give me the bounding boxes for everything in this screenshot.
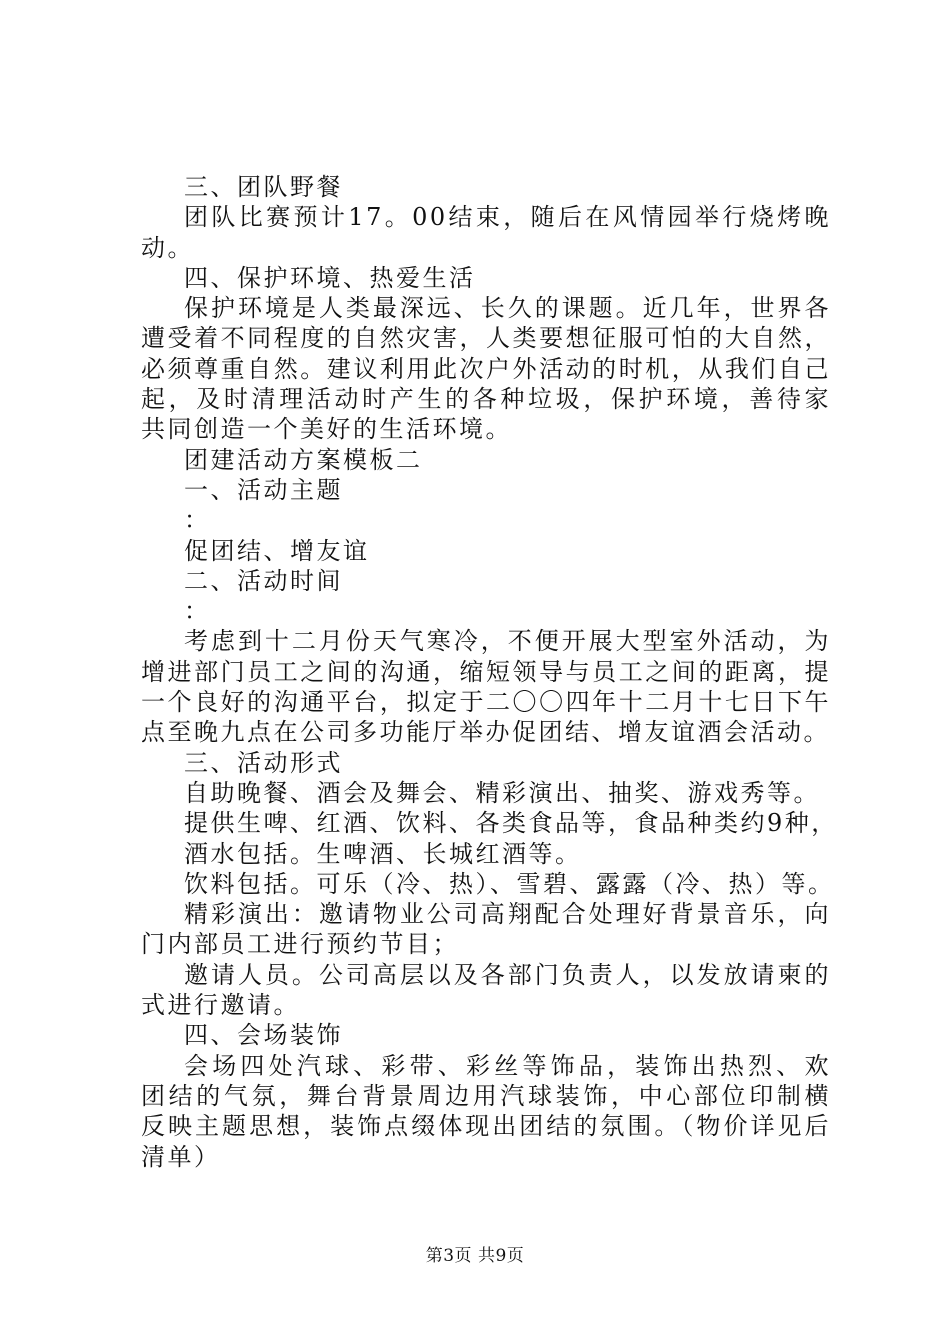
paragraph-line: 点至晚九点在公司多功能厅举办促团结、增友谊酒会活动。 (141, 718, 830, 747)
paragraph-line: 动。 (141, 233, 194, 262)
paragraph-line: 保护环境是人类最深远、长久的课题。近几年，世界各 (184, 294, 831, 323)
paragraph-line: 式进行邀请。 (141, 991, 300, 1020)
paragraph-line: 团结的气氛，舞台背景周边用汽球装饰，中心部位印制横 (141, 1081, 831, 1110)
section-heading-protect-environment: 四、保护环境、热爱生活 (184, 263, 476, 292)
paragraph-line: 一个良好的沟通平台，拟定于二〇〇四年十二月十七日下午 (141, 688, 831, 717)
paragraph-line: 清单） (141, 1142, 221, 1171)
section-heading-activity-time: 二、活动时间 (184, 566, 343, 595)
document-body (141, 172, 838, 1172)
paragraph-line: 反映主题思想，装饰点缀体现出团结的氛围。（物价详见后 (141, 1112, 831, 1141)
section-heading-activity-format: 三、活动形式 (184, 748, 343, 777)
paragraph-line: 增进部门员工之间的沟通，缩短领导与员工之间的距离，提 (141, 657, 831, 686)
page-number-footer: 第3页 共9页 (425, 1246, 525, 1266)
section-heading-venue-decoration: 四、会场装饰 (184, 1021, 343, 1050)
paragraph-line: 邀请人员。公司高层以及各部门负责人，以发放请柬的 (184, 960, 831, 989)
paragraph-line: 门内部员工进行预约节目； (141, 930, 459, 959)
paragraph-line: 酒水包括。生啤酒、长城红酒等。 (184, 839, 582, 868)
section-heading-team-picnic: 三、团队野餐 (184, 173, 343, 201)
template-title: 团建活动方案模板二 (184, 445, 423, 474)
paragraph-line: 提供生啤、红酒、饮料、各类食品等，食品种类约9种， (184, 809, 838, 838)
paragraph-line: 团队比赛预计17。00结束，随后在风情园举行烧烤晚 (184, 203, 831, 232)
paragraph-line: 精彩演出：邀请物业公司高翔配合处理好背景音乐，向 (184, 900, 831, 929)
section-heading-activity-theme: 一、活动主题 (184, 475, 343, 504)
colon-line: ： (184, 597, 211, 626)
paragraph-line: 考虑到十二月份天气寒冷，不便开展大型室外活动，为 (184, 627, 831, 656)
paragraph-line: 自助晚餐、酒会及舞会、精彩演出、抽奖、游戏秀等。 (184, 778, 820, 807)
paragraph-line: 饮料包括。可乐（冷、热）、雪碧、露露（冷、热）等。 (184, 869, 835, 898)
paragraph-line: 会场四处汽球、彩带、彩丝等饰品，装饰出热烈、欢 (184, 1051, 831, 1080)
paragraph-line: 共同创造一个美好的生活环境。 (141, 415, 512, 444)
paragraph-line: 遭受着不同程度的自然灾害，人类要想征服可怕的大自然， (141, 324, 831, 353)
paragraph-line: 起，及时清理活动时产生的各种垃圾，保护环境，善待家 (141, 385, 831, 414)
colon-line: ： (184, 506, 211, 535)
theme-text: 促团结、增友谊 (184, 536, 370, 565)
paragraph-line: 必须尊重自然。建议利用此次户外活动的时机，从我们自己 (141, 354, 831, 383)
